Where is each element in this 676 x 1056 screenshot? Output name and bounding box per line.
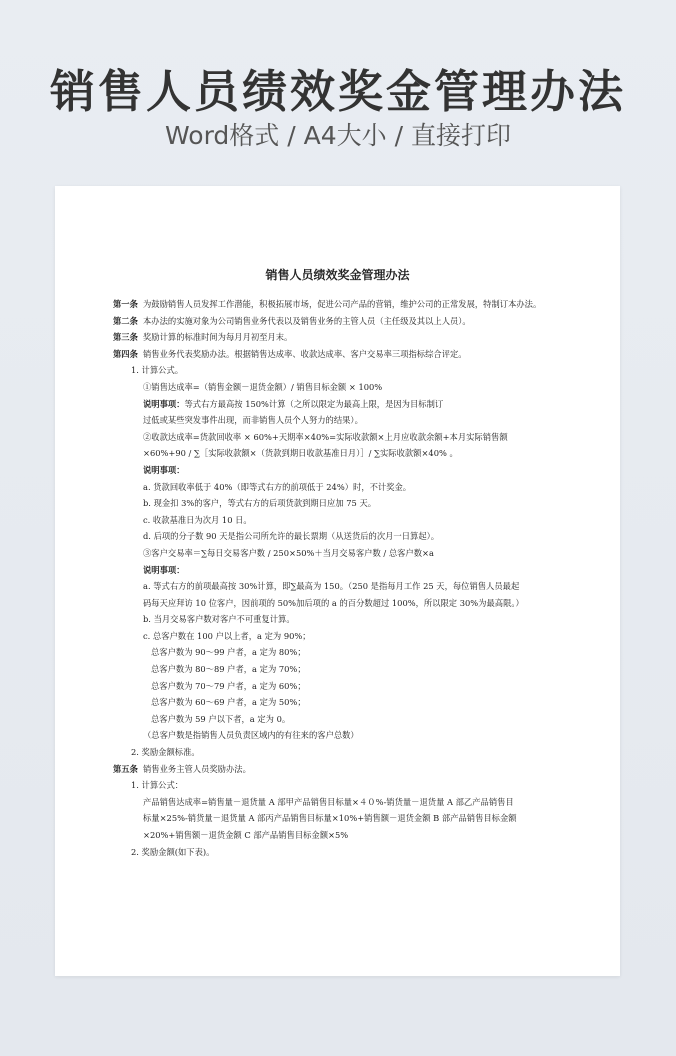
article-1 xyxy=(113,296,563,313)
note-line xyxy=(113,396,563,413)
article-5 xyxy=(113,761,563,778)
note-item: b. 当月交易客户数对客户不可重复计算。 xyxy=(143,614,295,625)
section-heading: 2. 奖励金额(如下表)。 xyxy=(131,846,215,857)
note-item: c. 收款基准日为次月 10 日。 xyxy=(143,514,252,525)
section-heading: 1. 计算公式。 xyxy=(131,365,184,376)
article-text: 本办法的实施对象为公司销售业务代表以及销售业务的主管人员（主任级及其以上人员）。 xyxy=(143,315,471,326)
note-item: d. 后项的分子数 90 天是指公司所允许的最长票期（从送货后的次月一日算起）。 xyxy=(143,531,440,542)
article-label: 第一条 xyxy=(113,299,138,309)
article-label: 第二条 xyxy=(113,315,138,326)
tier-item: 总客户数为 80～89 户者，a 定为 70%； xyxy=(151,664,306,675)
document-body xyxy=(113,296,563,860)
article-text: 为鼓励销售人员发挥工作潜能，积极拓展市场，促进公司产品的营销，维护公司的正常发展，特制订本办法。 xyxy=(143,299,542,309)
note-text: 等式右方最高按 150%计算（之所以限定为最高上限，是因为目标制订 xyxy=(184,398,444,409)
tier-item: 总客户数为 60～69 户者，a 定为 50%； xyxy=(151,697,306,708)
article-3 xyxy=(113,329,563,346)
formula-line: 产品销售达成率=销售量－退货量 A 部甲产品销售目标量×４０%-销货量－退货量 A 部乙产品销售目 xyxy=(143,796,514,807)
formula-line: ②收款达成率=货款回收率 × 60%+天期率×40%=实际收款额×上月应收款余额+本月实际销售额 xyxy=(143,431,508,442)
note-item: a. 等式右方的前项最高按 30%计算，即∑最高为 150。（250 是指每月工作 25 天，每位销售人员最起 xyxy=(143,581,520,592)
article-text: 销售业务主管人员奖励办法。 xyxy=(143,763,251,774)
note-label: 说明事项： xyxy=(143,564,185,575)
banner-title: 销售人员绩效奖金管理办法 xyxy=(49,65,626,118)
formula-line: 标量×25%-销货量－退货量 A 部丙产品销售目标量×10%+销售额－退货金额 B 部产品销售目标金额 xyxy=(143,813,517,824)
note-item: 码每天应拜访 10 位客户，因前项的 50%加后项的 a 的百分数超过 100%，所以限定 30%为最高限。） xyxy=(143,597,524,608)
section-heading: 2. 奖励金额标准。 xyxy=(131,747,200,758)
note-item: a. 货款回收率低于 40%（即等式右方的前项低于 24%）时，不计奖金。 xyxy=(143,481,412,492)
note-item: b. 现金扣 3%的客户，等式右方的后项货款到期日应加 75 天。 xyxy=(143,498,377,509)
tier-item: 总客户数为 70～79 户者，a 定为 60%； xyxy=(151,680,306,691)
article-text: 销售业务代表奖励办法。根据销售达成率、收款达成率、客户交易率三项指标综合评定。 xyxy=(143,348,467,359)
note-item: c. 总客户数在 100 户以上者，a 定为 90%； xyxy=(143,630,311,641)
article-label: 第三条 xyxy=(113,332,138,343)
note-label: 说明事项： xyxy=(143,398,185,409)
article-label: 第四条 xyxy=(113,348,138,359)
tier-item: 总客户数为 90～99 户者，a 定为 80%； xyxy=(151,647,306,658)
formula-line: ×20%+销售额－退货金额 C 部产品销售目标金额×5% xyxy=(143,830,349,840)
document-title: 销售人员绩效奖金管理办法 xyxy=(265,268,410,282)
article-label: 第五条 xyxy=(113,763,138,774)
banner-subtitle: Word格式 / A4大小 / 直接打印 xyxy=(165,121,511,150)
formula-line: ③客户交易率＝∑每日交易客户数 / 250×50%＋当月交易客户数 / 总客户数×a xyxy=(143,547,434,558)
formula-line: ×60%+90 / ∑［实际收款额×（货款到期日收款基准日月）］/ ∑实际收款额×40% 。 xyxy=(143,448,458,459)
note-label: 说明事项： xyxy=(143,464,185,475)
note-continuation: 过低或某些突发事件出现，而非销售人员个人努力的结果）。 xyxy=(143,415,363,426)
formula-line: ①销售达成率=（销售金额－退货金额）/ 销售目标金额 × 100% xyxy=(143,381,383,392)
article-4 xyxy=(113,346,563,363)
document-page xyxy=(55,186,620,976)
section-heading: 1. 计算公式： xyxy=(131,780,184,791)
tier-note: （总客户数是指销售人员负责区域内的有往来的客户总数） xyxy=(143,730,359,741)
tier-item: 总客户数为 59 户以下者，a 定为 0。 xyxy=(151,713,291,724)
article-2 xyxy=(113,313,563,330)
article-text: 奖励计算的标准时间为每月月初至月末。 xyxy=(143,332,293,343)
